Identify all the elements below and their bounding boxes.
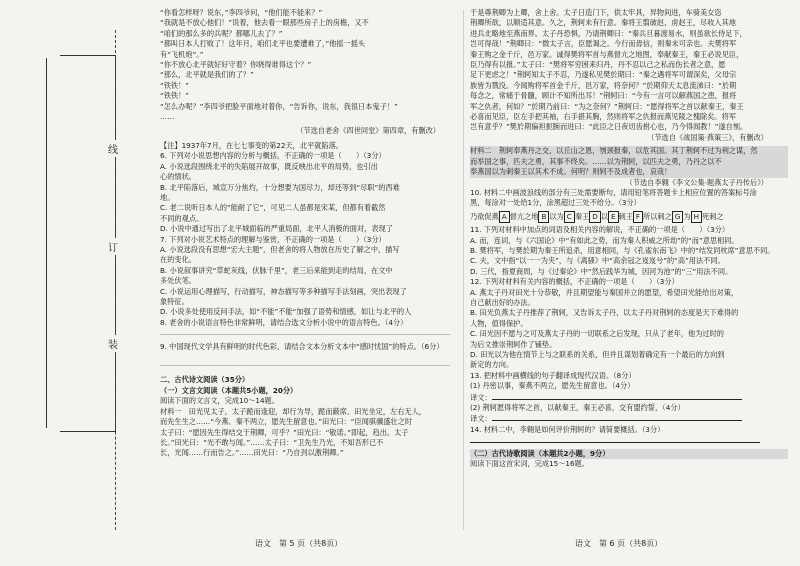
answer-line[interactable]	[492, 392, 742, 400]
translation-label: 译文：	[470, 392, 788, 403]
question-stem: 12. 下列对材料有关内容的概括，不正确的一项是（ ）（3分）	[470, 277, 679, 287]
question-9: 9. 中国现代文学具有鲜明的时代色彩，请结合文本分析文本中“感时忧国”的特点。（6分）	[160, 342, 444, 352]
option: B. 田光负燕太子丹推荐了荆轲，又告诉太子丹，以太子丹对荆轲的态度是天下难得的	[470, 308, 739, 318]
story-excerpt	[160, 8, 460, 122]
binding-margin	[0, 0, 140, 566]
source-note: （节选自老舍《四世同堂》第四章，有删改）	[296, 126, 440, 136]
option: 多处伏笔。	[160, 276, 196, 286]
story-line: 有“飞机炮”。”	[160, 49, 204, 59]
material-line: 进兵北略地至燕南界。太子丹恐惧，乃请荆卿曰：“秦兵旦暮渡易水，则虽欲长侍足下，	[470, 28, 747, 38]
margin-label-line: 线	[108, 140, 118, 157]
punctuation-sequence: 乃欲促燕 A 督亢之地 B 以为 C 秦王 D 以 E 刺王 F 所以刺之 G 为 H 死刺之	[470, 211, 788, 223]
answer-box[interactable]: A	[499, 211, 510, 223]
source-note: （节选自《战国策·燕策三》，有删改）	[647, 132, 768, 142]
option: D. 田光以为他在情节上与之联系的关系，但并且谋划着确定有一个最后的方向到	[470, 350, 725, 359]
right-page	[470, 8, 788, 469]
answer-box[interactable]: D	[589, 211, 601, 223]
material-line: 而举国之事，匹夫之勇，其事不终矣。……以为荆轲，以匹夫之勇，乃丹之以不	[470, 156, 722, 166]
answer-box[interactable]: F	[633, 211, 643, 223]
material-line: 必喜而见臣，臣左手把其袖，右手揕其胸，然则将军之仇报而燕见陵之愧除矣。将军	[470, 112, 736, 122]
answer-space-9	[160, 353, 460, 373]
story-line: “都叫日本人打败了！这年月，咱们北平也要遭难了，”他摇一摇头	[160, 39, 366, 49]
question-stem: 13. 把材料中画横线的句子翻译成现代汉语。（8分）	[470, 370, 636, 380]
option: 地。	[160, 192, 175, 202]
material-line: 秦王购之金千斤，邑万家。诚得樊将军首与燕督亢之地图，奉献秦王，秦王必说见臣，	[470, 49, 744, 59]
option: 心的情状。	[160, 172, 196, 182]
translation-label: 译文：	[470, 413, 788, 424]
option: B. 北平陷落后，城宣万分焦灼，十分想要为国尽力，却还等到“尽职”的西难	[160, 182, 400, 192]
option: A. 燕太子丹对田光十分恭敬，并且期望能与秦国并立的愿望，希望田光能给出对策，	[470, 287, 739, 297]
margin-label-fold: 装	[108, 335, 118, 352]
story-line: “那么，北平就是我们的了？”	[160, 70, 254, 80]
question-7	[160, 235, 460, 318]
material-line: 奉燕国以为刺秦王以其术不成。何明？则轲不及成者也，哀哉！	[470, 167, 672, 177]
question-stem: 6. 下列对小说思想内容的分析与概括，不正确的一项是（ ）（3分）	[160, 151, 386, 161]
answer-space-14	[470, 435, 788, 446]
option: D. 小说中通过写出了北平城面临的严重局面，北平人消极的面对，表现了	[160, 224, 393, 234]
option: 人物，值得保护。	[470, 318, 528, 328]
material-line: 材料一 田光见太子，太子跪而逢迎，却行为导，跪而蔽席。田光坐定，左右无人，	[160, 406, 426, 416]
material-line: 岂有意乎？”樊於期偏袒扼腕而进曰：“此臣之日夜切齿拊心也，乃今得闻教！”遂自刎。	[470, 122, 748, 132]
question-14: 14. 材料二中，李翱是如何评价荆轲的？请简要概括。（3分）	[470, 424, 665, 434]
cut-line	[115, 30, 117, 530]
answer-space-8	[160, 328, 460, 342]
margin-label-bind: 订	[108, 238, 118, 255]
question-6	[160, 151, 460, 234]
option: C. 夫，文中指“以一一为夹”，与《离骚》中“高余冠之岌岌兮”的“高”用法不同。	[470, 256, 725, 266]
material-line: 族皆为戮没。今闻购将军首金千斤，邑万家，将奈何？”於期仰天太息流涕曰：“於期	[470, 80, 737, 90]
section-heading: 二、古代诗文阅读（35分）	[160, 374, 250, 384]
option: 为后文推崇荆轲作了铺垫。	[470, 339, 557, 349]
option: 自己献出好的办法。	[470, 297, 535, 307]
question-13	[470, 371, 788, 425]
option: C. 小说运用心理描写，行动描写，神态描写等多种描写手法刻画，突出表现了	[160, 286, 407, 296]
material-line: 而先生生之……“今燕、秦不两立，愿先生留意也。”田光曰：“臣闻骐骥盛壮之时	[160, 417, 412, 427]
answer-box[interactable]: C	[564, 211, 575, 223]
question-8: 8. 老舍的小说语言特色非常鲜明，请结合选文分析小说中的语言特色。（4分）	[160, 317, 408, 327]
story-line: “你不放心北平就好好守着？你晓得谁得这个？”	[160, 60, 312, 70]
answer-box[interactable]: G	[672, 211, 684, 223]
material-line: 长。”田光曰：“光不敢与闻。”……太子曰：“卫先生乃光，不知吾形已不	[160, 438, 384, 448]
material-line: 于是尊荆卿为上卿，舍上舍。太子日造门下，供太牢具，异物间进，车骑美女恣	[470, 8, 722, 17]
page-divider	[463, 10, 464, 530]
option: B. 樊将军，与樊於期为秦王所追杀，用意相同，与《孔雀东南飞》中的“结发同枕席”意思不同。	[470, 245, 775, 255]
material-line: 材料二 荆轲奉燕丹之交，以丘山之恩，刎颈报秦，以危其国。其丁荆轲不过为利之谋，然	[470, 146, 758, 156]
answer-box[interactable]: H	[691, 211, 702, 223]
option: A. 小说选段没有思想“宏大主题”，但老舍的将人物放在历史了解之中，描写	[160, 244, 400, 254]
option: C. 老二说听日本人的“能耐了它”，可见二人虽都是宋某，但都有着截然	[160, 203, 386, 213]
answer-line[interactable]	[492, 413, 742, 421]
question-stem: 7. 下列对小说艺术特点的理解与鉴赏，不正确的一项是（ ）（3分）	[160, 234, 386, 244]
answer-box[interactable]: B	[538, 211, 549, 223]
question-11	[470, 225, 788, 277]
option: 不同的观点。	[160, 213, 204, 223]
material-line: 臣乃得有以报。”太子曰：“樊将军穷困来归丹，丹不忍以己之私而伤长者之意，愿	[470, 60, 726, 70]
question-stem: 10. 材料二中画波浪线的部分有三处需要断句，请用铅笔将答题卡上相应位置的答案标号涂	[470, 187, 757, 197]
story-line: “咱们的那么多的兵呢？都哪儿去了？”	[160, 28, 283, 38]
option: 在的变化。	[160, 255, 196, 265]
translate-sentence: (2) 荆轲愿得将军之首，以献秦王，秦王必喜，交有盟约誓，（4分）	[470, 403, 685, 413]
left-page	[160, 8, 460, 459]
material-line: 军之仇者，何如？”於期乃前曰：“为之奈何？”荆轲曰：“愿得将军之首以献秦王，秦王	[470, 101, 744, 111]
material-line: 长，光闻……行而告之。”……田光曰：“乃自刭以激荆卿。”	[160, 448, 344, 458]
instruction: 阅读下面的文言文，完成10～14题。	[160, 396, 279, 406]
answer-box[interactable]: E	[608, 211, 619, 223]
story-line: ……	[160, 112, 175, 122]
option: D. 小说多处使用反问手法，如“不能”不能“加强了语势和情感，如让与北平的人	[160, 307, 412, 317]
material-1	[160, 407, 460, 459]
question-stem-cont: 黑，每涂对一处给1分，涂黑超过三处不给分。（3分）	[470, 198, 641, 208]
source-note: （节选自李翱《李文公集·题燕太子丹传后》）	[625, 177, 768, 187]
subsection-heading: （一）文言文阅读（本题共5小题，20分）	[160, 386, 298, 395]
option: A. 而，连词，与《六国论》中“有如此之势，而为秦人积威之所劫”的“而”意思相同。	[470, 235, 739, 245]
story-line: “怎么办呢？”李四爷把脸平面地对着你，“告诉你，说东，我很日本鬼子！”	[160, 101, 398, 111]
question-stem: 11. 下列对材料中加点的词语及相关内容的解说，不正确的一项是（ ）（3分）	[470, 225, 730, 235]
material-line: 岂可得哉！”荆卿曰：“微太子言，臣愿谒之。今行而毋信，则秦未可亲也。夫樊将军	[470, 39, 737, 49]
footnote: 【注】1937年7月，在七七事变的第22天，北平就陷落。	[160, 140, 343, 150]
material-line: 太子曰：“愿因先生得结交于荆卿，可乎？”田光曰：“敬诺。”即起，趋出。太子	[160, 427, 409, 437]
story-line: “你看怎样呀？说东，”李四爷问，“他们能不能来？”	[160, 8, 323, 17]
story-line: “铁铁！”	[160, 80, 190, 90]
page-footer-left: 语文 第 5 页（共8页）	[255, 539, 343, 548]
option: B. 小说叙事讲究“草蛇灰线，伏脉千里”，老三后来能到走的结局，在文中	[160, 265, 393, 275]
story-line: “铁铁！”	[160, 91, 190, 101]
option: A. 小说选段围绕北平的失陷展开故事，既反映出北平的局势，也引出	[160, 161, 378, 171]
option: 象特征。	[160, 296, 189, 306]
page-footer-right: 语文 第 6 页（共8页）	[575, 539, 663, 548]
subsection-heading: （二）古代诗歌阅读（本题共2小题，9分）	[470, 449, 788, 459]
instruction: 阅读下面这首宋词，完成15～16题。	[470, 459, 589, 469]
material-line: 足下更虑之！”荆轲知太子不忍，乃遂私见樊於期曰：“秦之遇将军可谓深矣，父母宗	[470, 70, 737, 80]
translate-sentence: (1) 丹密以事，秦燕不两立，愿先生留意也。（4分）	[470, 381, 635, 391]
story-line: “我就是不放心他们！”说着，他去看一眼那些房子上的房檐，又不	[160, 18, 369, 28]
question-12	[470, 277, 788, 371]
option: D. 三代，指夏商周，与《过秦论》中“然后践华为城，因河为池”的“三”用法不同。	[470, 266, 733, 276]
material-line: 每念之，常痛于骨髓，顾计不知所出耳！”荆轲曰：“今有一言可以解燕国之患，报将	[470, 91, 737, 101]
material-line: 荆卿所欲，以顺适其意。久之，荆轲未有行意。秦将王翦破赵，虏赵王，尽收入其地	[470, 18, 736, 28]
material-2	[470, 146, 788, 177]
question-10	[470, 188, 788, 223]
option: C. 田光因不愿与之可及燕太子丹的一切联系之后发现，只从了老年，他为过时的	[470, 329, 724, 339]
material-1-continued	[470, 8, 788, 133]
option: 新定的方向。	[470, 360, 514, 370]
margin-line	[46, 58, 47, 428]
